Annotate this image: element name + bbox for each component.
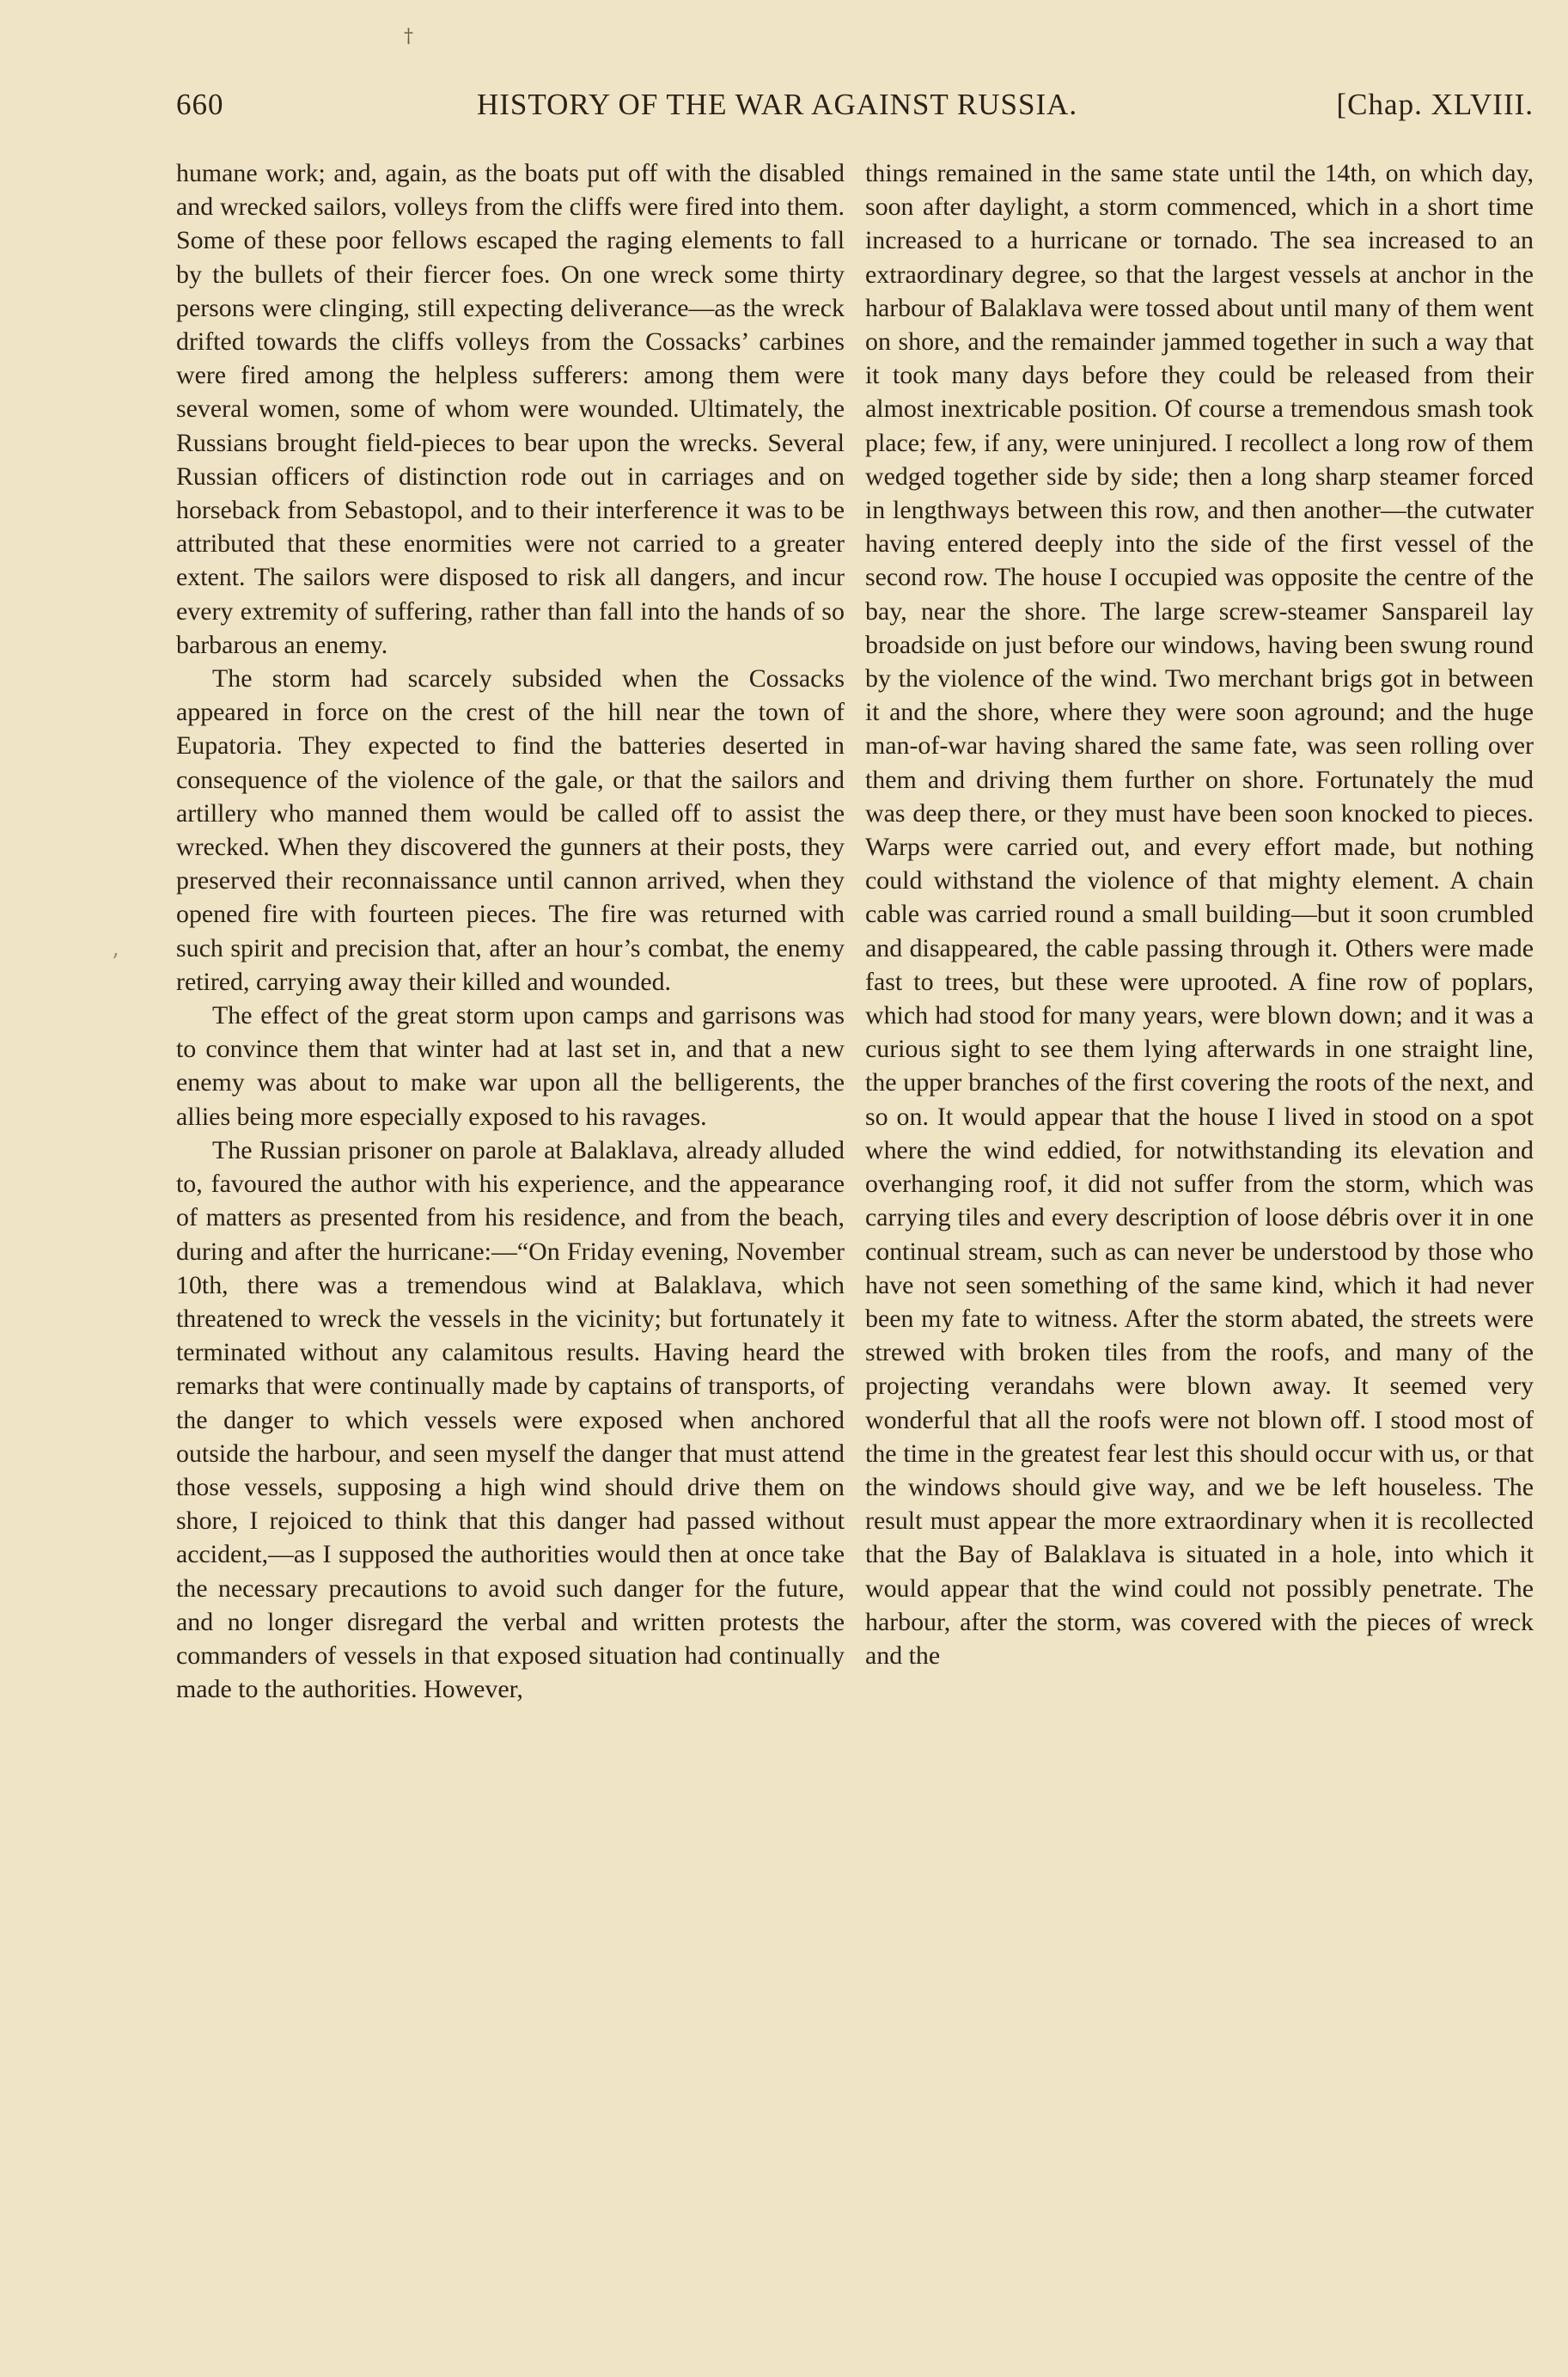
right-column xyxy=(865,156,1534,1672)
page-number: 660 xyxy=(176,88,224,121)
paragraph: things remained in the same state until the 14th, on which day, soon after daylight, a storm commenced, which in a short time increased to a hurricane or tornado. The sea increased to an extraordinary degree, so that the largest vessels at anchor in the harbour of Balaklava were tossed about until many of them went on shore, and the remainder jammed together in such a way that it took many days before they could be released from their almost inextricable position. Of course a tremendous smash took place; few, if any, were uninjured. I recollect a long row of them wedged together side by side; then a long sharp steamer forced in lengthways between this row, and then another—the cutwater having entered deeply into the side of the first vessel of the second row. The house I occupied was opposite the centre of the bay, near the shore. The large screw-steamer Sanspareil lay broadside on just before our windows, having been swung round by the violence of the wind. Two merchant brigs got in between it and the shore, where they were soon aground; and the huge man-of-war having shared the same fate, was seen rolling over them and driving them further on shore. Fortunately the mud was deep there, or they must have been soon knocked to pieces. Warps were carried out, and every effort made, but nothing could withstand the violence of that mighty element. A chain cable was carried round a small building—but it soon crumbled and disappeared, the cable passing through it. Others were made fast to trees, but these were uprooted. A fine row of poplars, which had stood for many years, were blown down; and it was a curious sight to see them lying afterwards in one straight line, the upper branches of the first covering the roots of the next, and so on. It would appear that the house I lived in stood on a spot where the wind eddied, for notwithstanding its elevation and overhanging roof, it did not suffer from the storm, which was carrying tiles and every description of loose débris over it in one continual stream, such as can never be understood by those who have not seen something of the same kind, which it had never been my fate to witness. After the storm abated, the streets were strewed with broken tiles from the roofs, and many of the projecting verandahs were blown away. It seemed very wonderful that all the roofs were not blown off. I stood most of the time in the greatest fear lest this should occur with us, or that the windows should give way, and we be left houseless. The result must appear the more extraordinary when it is recollected that the Bay of Balaklava is situated in a hole, into which it would appear that the wind could not possibly penetrate. The harbour, after the storm, was covered with the pieces of wreck and the xyxy=(865,159,1534,1670)
left-column xyxy=(176,156,845,1706)
paragraph: The Russian prisoner on parole at Balaklava, already alluded to, favoured the author with his experience, and the appearance of matters as presented from his residence, and from the beach, during and after the hurricane:—“On Friday evening, November 10th, there was a tremendous wind at Balaklava, which threatened to wreck the vessels in the vicinity; but fortunately it terminated without any calamitous results. Having heard the remarks that were continually made by captains of transports, of the danger to which vessels were exposed when anchored outside the harbour, and seen myself the danger that must attend those vessels, supposing a high wind should drive them on shore, I rejoiced to think that this danger had passed without accident,—as I supposed the authorities would then at once take the necessary precautions to avoid such danger for the future, and no longer disregard the verbal and written protests the commanders of vessels in that exposed situation had continually made to the authorities. However, xyxy=(176,1135,845,1704)
chapter-label: [Chap. XLVIII. xyxy=(1336,88,1534,121)
paragraph: humane work; and, again, as the boats put off with the disabled and wrecked sailors, volleys from the cliffs were fired into them. Some of these poor fellows escaped the raging elements to fall by the bullets of their fiercer foes. On one wreck some thirty persons were clinging, still expecting deliverance—as the wreck drifted towards the cliffs volleys from the Cossacks’ carbines were fired among the helpless sufferers: among them were several women, some of whom were wounded. Ultimately, the Russians brought field-pieces to bear upon the wrecks. Several Russian officers of distinction rode out in carriages and on horseback from Sebastopol, and to their interference it was to be attributed that these enormities were not carried to a greater extent. The sailors were disposed to risk all dangers, and incur every extremity of suffering, rather than fall into the hands of so barbarous an enemy. xyxy=(176,159,845,659)
paragraph: The effect of the great storm upon camps and garrisons was to convince them that winter had at last set in, and that a new enemy was about to make war upon all the belligerents, the allies being more especially exposed to his ravages. xyxy=(176,1001,845,1131)
running-header xyxy=(176,88,1534,131)
margin-mark: ’ xyxy=(112,950,119,975)
top-mark: † xyxy=(404,26,413,47)
running-title: HISTORY OF THE WAR AGAINST RUSSIA. xyxy=(477,88,1078,121)
paragraph: The storm had scarcely subsided when the Cossacks appeared in force on the crest of the hill near the town of Eupatoria. They expected to find the batteries deserted in consequence of the violence of the gale, or that the sailors and artillery who manned them would be called off to assist the wrecked. When they discovered the gunners at their posts, they preserved their reconnaissance until cannon arrived, when they opened fire with fourteen pieces. The fire was returned with such spirit and precision that, after an hour’s combat, the enemy retired, carrying away their killed and wounded. xyxy=(176,664,845,996)
